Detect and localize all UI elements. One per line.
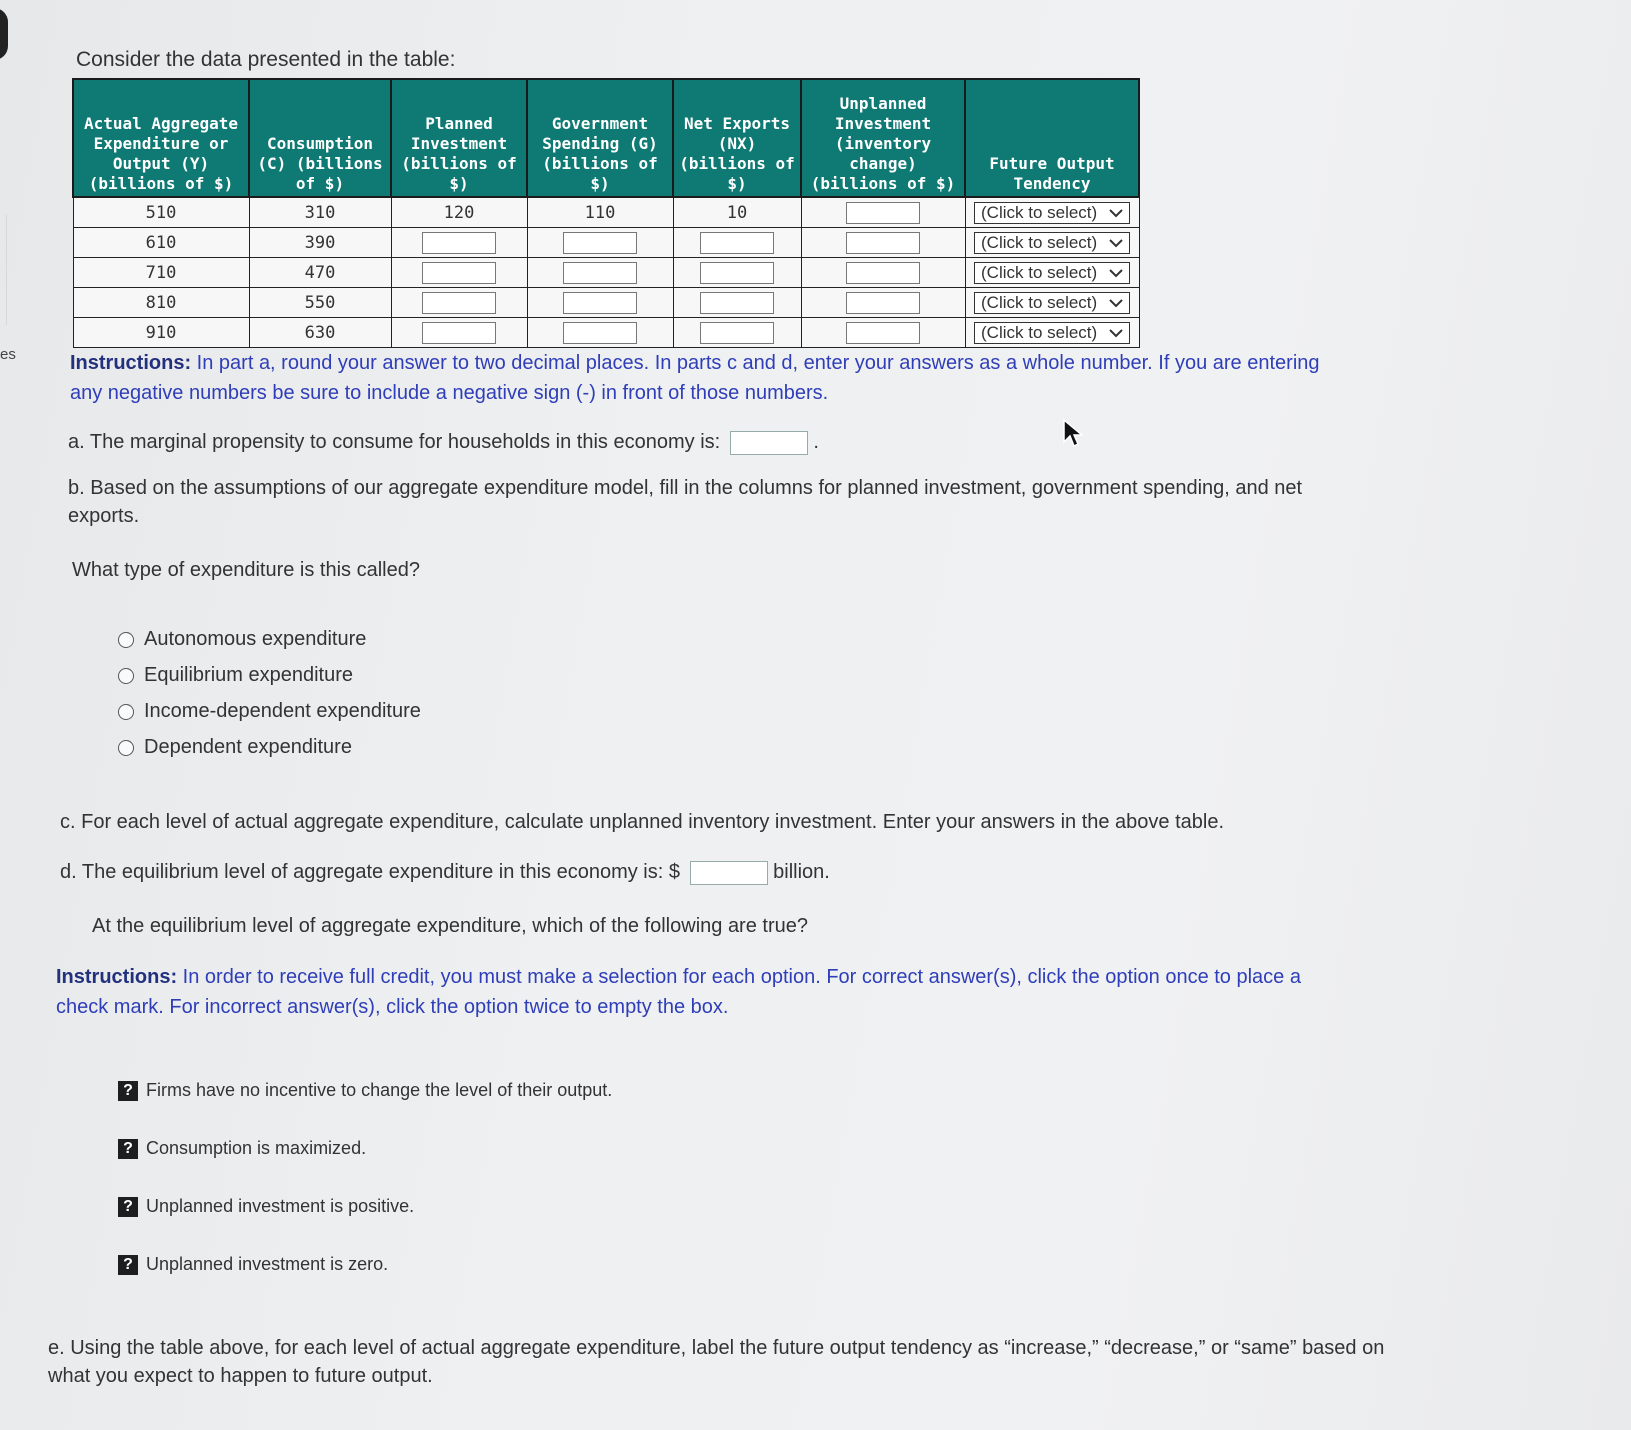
radio-label: Autonomous expenditure (144, 628, 367, 650)
select-label: (Click to select) (981, 292, 1098, 312)
select-label: (Click to select) (981, 232, 1098, 252)
radio-option[interactable] (118, 664, 353, 687)
side-fragment-text: es (0, 346, 16, 363)
check-label: Consumption is maximized. (146, 1138, 367, 1158)
government-spending-input[interactable] (563, 262, 637, 284)
part-d (60, 858, 830, 886)
planned-investment-input[interactable] (422, 292, 496, 314)
header-future-output: Future Output Tendency (965, 79, 1139, 197)
part-b-text: b. Based on the assumptions of our aggregate expenditure model, fill in the columns for planned investment, government spending, and net exports. (68, 477, 1303, 527)
cell-future-output (965, 318, 1139, 348)
table-row (73, 288, 1139, 318)
radio-circle[interactable] (118, 632, 134, 648)
chevron-down-icon (1109, 208, 1123, 218)
cell-future-output (965, 197, 1139, 228)
cell-future-output (965, 258, 1139, 288)
cell-government-spending (527, 228, 673, 258)
cell-consumption: 630 (249, 318, 391, 348)
radio-option[interactable] (118, 736, 352, 759)
select-label: (Click to select) (981, 322, 1098, 342)
header-consumption: Consumption (C) (billions of $) (249, 79, 391, 197)
table-row (73, 258, 1139, 288)
cell-y: 510 (73, 197, 249, 228)
government-spending-input[interactable] (563, 232, 637, 254)
chevron-down-icon (1109, 328, 1123, 338)
planned-investment-input[interactable] (422, 232, 496, 254)
cell-planned-investment (391, 288, 527, 318)
unplanned-input[interactable] (846, 292, 920, 314)
data-table (72, 78, 1140, 348)
check-label: Unplanned investment is positive. (146, 1196, 415, 1216)
instructions-checks (56, 962, 1356, 1022)
cell-net-exports (673, 258, 801, 288)
cell-net-exports (673, 288, 801, 318)
cell-future-output (965, 228, 1139, 258)
header-net-exports: Net Exports (NX) (billions of $) (673, 79, 801, 197)
radio-label: Dependent expenditure (144, 736, 352, 758)
radio-option[interactable] (118, 628, 366, 651)
part-a (68, 428, 819, 456)
cell-consumption: 310 (249, 197, 391, 228)
cell-government-spending (527, 288, 673, 318)
cell-consumption: 470 (249, 258, 391, 288)
check-option[interactable] (118, 1254, 388, 1275)
cell-government-spending (527, 258, 673, 288)
part-c-text: c. For each level of actual aggregate expenditure, calculate unplanned inventory investment. Enter your answers in the above table. (60, 811, 1225, 833)
part-d-suffix: billion. (773, 861, 830, 883)
check-option[interactable] (118, 1196, 414, 1217)
header-planned-investment: Planned Investment (billions of $) (391, 79, 527, 197)
equilibrium-input[interactable] (690, 861, 768, 885)
unplanned-input[interactable] (846, 232, 920, 254)
question-mark-icon[interactable]: ? (118, 1197, 138, 1217)
government-spending-input[interactable] (563, 322, 637, 344)
cell-y: 610 (73, 228, 249, 258)
net-exports-input[interactable] (700, 292, 774, 314)
net-exports-input[interactable] (700, 232, 774, 254)
header-actual-expenditure: Actual Aggregate Expenditure or Output (Y) (billions of $) (73, 79, 249, 197)
cell-future-output (965, 288, 1139, 318)
instructions-label: Instructions: (70, 352, 192, 374)
question-mark-icon[interactable]: ? (118, 1255, 138, 1275)
part-d-text: d. The equilibrium level of aggregate expenditure in this economy is: $ (60, 861, 680, 883)
cell-government-spending (527, 318, 673, 348)
chevron-down-icon (1109, 268, 1123, 278)
radio-circle[interactable] (118, 740, 134, 756)
radio-option[interactable] (118, 700, 421, 723)
radio-circle[interactable] (118, 704, 134, 720)
cell-unplanned (801, 228, 965, 258)
check-option[interactable] (118, 1080, 612, 1101)
instructions-rounding (70, 348, 1340, 408)
cell-consumption: 390 (249, 228, 391, 258)
select-label: (Click to select) (981, 202, 1098, 222)
chevron-down-icon (1109, 298, 1123, 308)
edge-marker (0, 8, 8, 60)
table-row (73, 228, 1139, 258)
cell-planned-investment (391, 258, 527, 288)
unplanned-input[interactable] (846, 262, 920, 284)
cell-unplanned (801, 197, 965, 228)
cell-net-exports: 10 (673, 197, 801, 228)
part-a-text: a. The marginal propensity to consume for households in this economy is: (68, 431, 721, 453)
cell-y: 910 (73, 318, 249, 348)
table-row (73, 197, 1139, 228)
future-output-select[interactable] (974, 292, 1130, 314)
radio-circle[interactable] (118, 668, 134, 684)
part-e-text: e. Using the table above, for each level of actual aggregate expenditure, label the future output tendency as “increase,” “decrease,” or “same” based on what you expect to happen to future output. (48, 1337, 1385, 1387)
cell-government-spending: 110 (527, 197, 673, 228)
planned-investment-input[interactable] (422, 322, 496, 344)
cell-planned-investment: 120 (391, 197, 527, 228)
select-label: (Click to select) (981, 262, 1098, 282)
table-row (73, 318, 1139, 348)
instructions-text: In order to receive full credit, you must make a selection for each option. For correct answer(s), click the option once to place a check mark. For incorrect answer(s), click the option twice to empty the box. (56, 966, 1301, 1018)
future-output-select[interactable] (974, 232, 1130, 254)
check-label: Firms have no incentive to change the level of their output. (146, 1080, 613, 1100)
part-a-suffix: . (813, 431, 819, 453)
part-b-question: What type of expenditure is this called? (72, 559, 420, 581)
planned-investment-input[interactable] (422, 262, 496, 284)
cell-consumption: 550 (249, 288, 391, 318)
check-option[interactable] (118, 1138, 366, 1159)
mpc-input[interactable] (730, 431, 808, 455)
government-spending-input[interactable] (563, 292, 637, 314)
cell-unplanned (801, 258, 965, 288)
header-unplanned-investment: Unplanned Investment (inventory change) (billions of $) (801, 79, 965, 197)
header-government-spending: Government Spending (G) (billions of $) (527, 79, 673, 197)
instructions-text: In part a, round your answer to two decimal places. In parts c and d, enter your answers as a whole number. If you are entering any negative numbers be sure to include a negative sign (-) in front of those numbers. (70, 352, 1320, 404)
table-header-row (73, 79, 1139, 197)
chevron-down-icon (1109, 238, 1123, 248)
radio-label: Income-dependent expenditure (144, 700, 421, 722)
check-label: Unplanned investment is zero. (146, 1254, 389, 1274)
future-output-select[interactable] (974, 322, 1130, 344)
unplanned-input[interactable] (846, 322, 920, 344)
part-d-question: At the equilibrium level of aggregate expenditure, which of the following are true? (92, 915, 808, 937)
cell-planned-investment (391, 318, 527, 348)
mouse-cursor-icon (1062, 418, 1084, 448)
cell-net-exports (673, 228, 801, 258)
cell-y: 710 (73, 258, 249, 288)
question-mark-icon[interactable]: ? (118, 1139, 138, 1159)
cell-planned-investment (391, 228, 527, 258)
net-exports-input[interactable] (700, 262, 774, 284)
net-exports-input[interactable] (700, 322, 774, 344)
intro-text: Consider the data presented in the table: (76, 48, 456, 71)
cell-unplanned (801, 318, 965, 348)
question-mark-icon[interactable]: ? (118, 1081, 138, 1101)
cell-y: 810 (73, 288, 249, 318)
future-output-select[interactable] (974, 202, 1130, 224)
radio-label: Equilibrium expenditure (144, 664, 354, 686)
edge-divider (0, 215, 7, 325)
unplanned-input[interactable] (846, 202, 920, 224)
cell-net-exports (673, 318, 801, 348)
cell-unplanned (801, 288, 965, 318)
instructions-label: Instructions: (56, 966, 178, 988)
future-output-select[interactable] (974, 262, 1130, 284)
